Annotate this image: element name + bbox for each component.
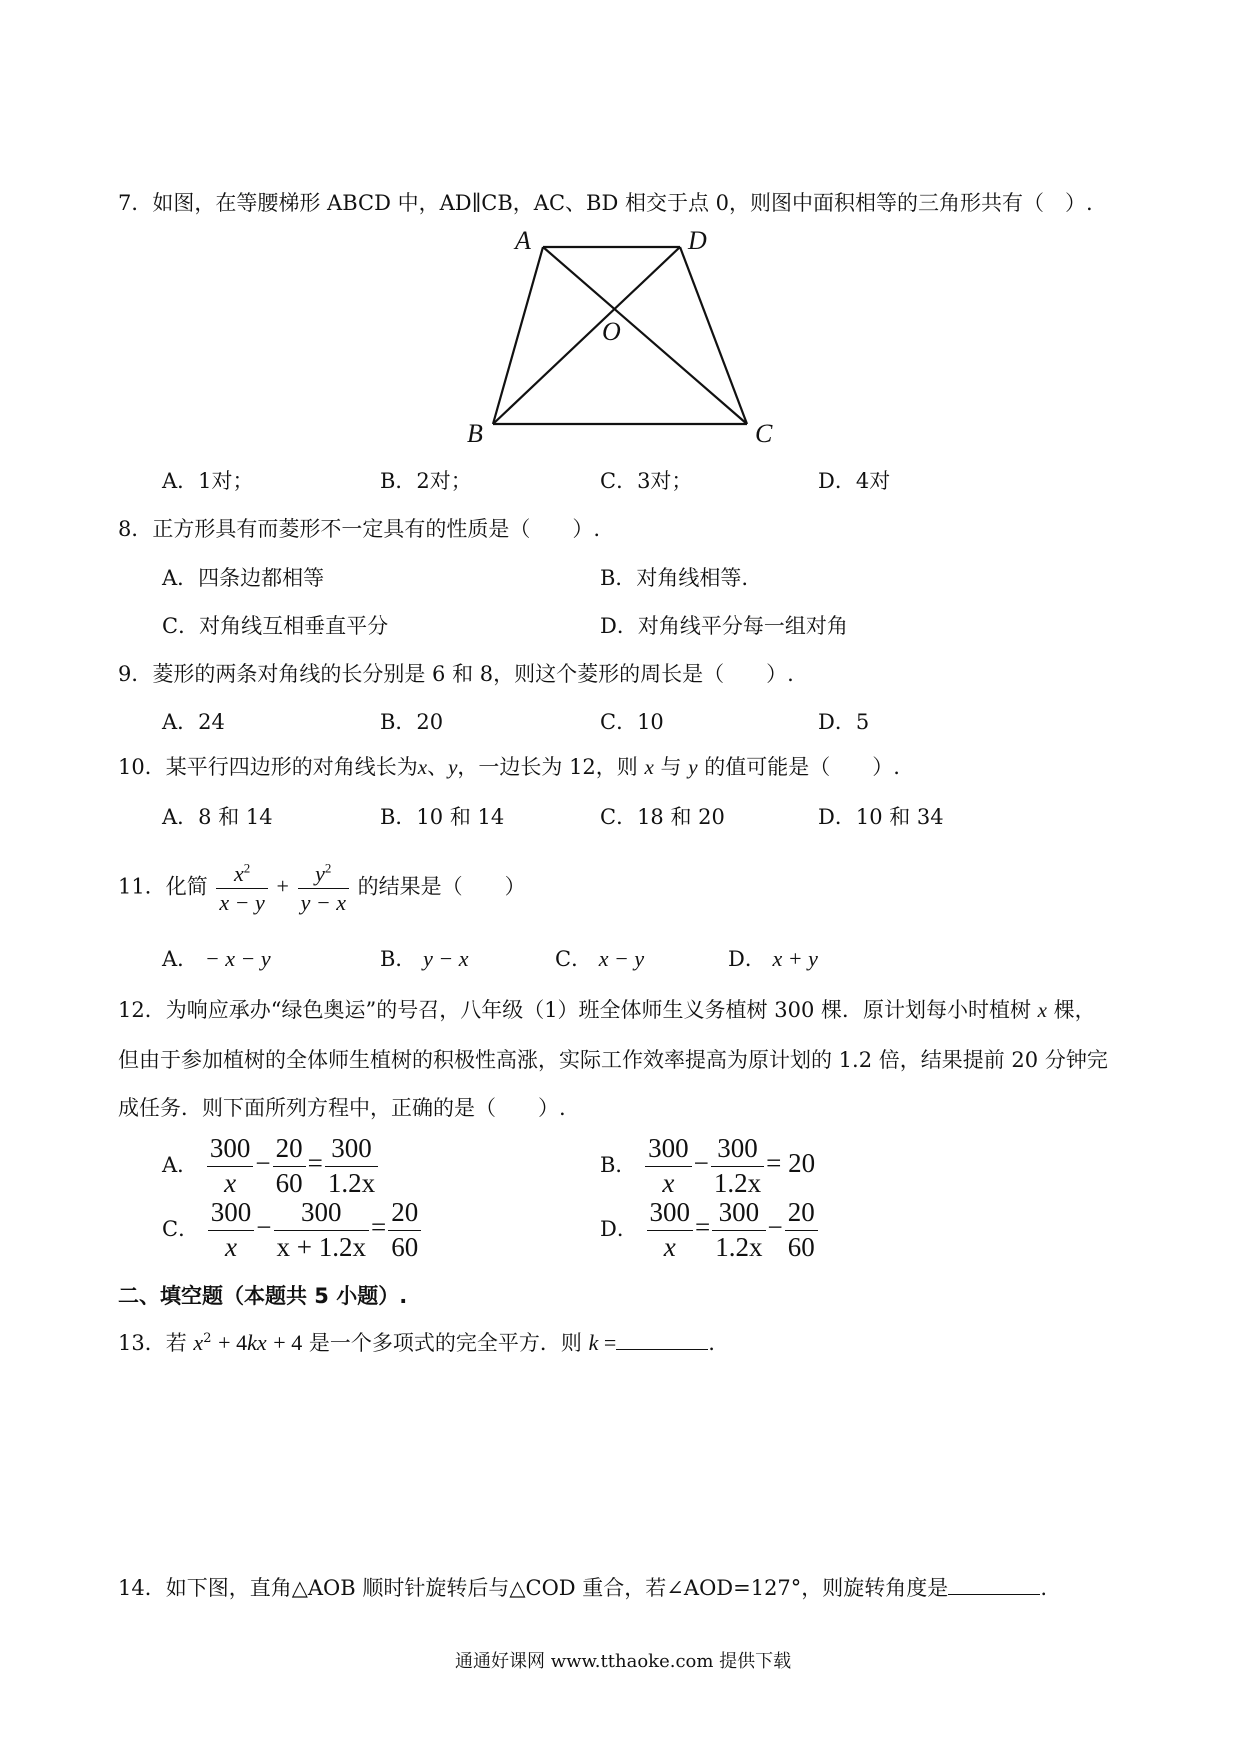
q12-option-c bbox=[162, 1196, 423, 1265]
q12a-den-2: 60 bbox=[275, 1167, 303, 1198]
q12c-den-3: 60 bbox=[391, 1231, 419, 1262]
q12d-fraction-1 bbox=[647, 1196, 694, 1265]
side-ab bbox=[493, 247, 543, 424]
q12c-num-3: 20 bbox=[388, 1196, 421, 1231]
q12-text-part: 棵， bbox=[1053, 998, 1096, 1022]
diagonal-ac bbox=[543, 247, 747, 424]
q10-var-y: y bbox=[688, 755, 698, 779]
q12c-fraction-3 bbox=[388, 1196, 421, 1265]
q12a-num-2: 20 bbox=[273, 1132, 306, 1167]
q12d-op: − bbox=[767, 1211, 783, 1242]
q12-option-label: A． bbox=[162, 1152, 199, 1177]
q12a-fraction-1 bbox=[207, 1132, 254, 1201]
q11-option-label: C． bbox=[555, 947, 593, 971]
q7-option-a: A．1对； bbox=[162, 469, 254, 493]
diagonal-bd bbox=[493, 247, 680, 424]
question-9-text: 9．菱形的两条对角线的长分别是 6 和 8，则这个菱形的周长是（ ）. bbox=[118, 662, 794, 686]
question-12-line-2: 但由于参加植树的全体师生植树的积极性高涨，实际工作效率提高为原计划的 1.2 倍，结果提前 20 分钟完 bbox=[118, 1048, 1108, 1072]
q13-text-part: 是一个多项式的完全平方．则 bbox=[308, 1331, 582, 1355]
q14-answer-blank[interactable] bbox=[948, 1578, 1040, 1595]
q10-option-d: D．10 和 34 bbox=[818, 805, 944, 829]
question-14-text bbox=[118, 1578, 1047, 1599]
q9-option-a: A．24 bbox=[162, 710, 225, 734]
q13-var-k: k bbox=[588, 1330, 599, 1355]
q12c-den-1: x bbox=[225, 1231, 237, 1262]
q10-var-x: x bbox=[644, 755, 654, 779]
q11-frac2-num: y bbox=[315, 861, 325, 886]
q12a-op: − bbox=[255, 1147, 271, 1178]
q11-plus: + bbox=[276, 873, 289, 899]
q12a-num-3: 300 bbox=[325, 1132, 378, 1167]
q12d-den-3: 60 bbox=[787, 1231, 815, 1262]
q12b-fraction-1 bbox=[645, 1132, 692, 1201]
q13-answer-blank[interactable] bbox=[616, 1333, 708, 1350]
q10-var-x: x bbox=[417, 755, 428, 779]
vertex-label-a: A bbox=[515, 228, 531, 255]
q12d-num-3: 20 bbox=[785, 1196, 818, 1231]
q10-option-a: A．8 和 14 bbox=[162, 805, 273, 829]
q12d-den-2: 1.2x bbox=[715, 1231, 763, 1262]
q7-option-c: C．3对； bbox=[600, 469, 693, 493]
q11-fraction-1 bbox=[216, 860, 267, 916]
q12d-num-1: 300 bbox=[647, 1196, 694, 1231]
q12c-eq: = bbox=[370, 1211, 387, 1242]
q12-option-label: C． bbox=[162, 1216, 200, 1241]
q11-frac1-exp: 2 bbox=[243, 860, 251, 876]
question-8-text: 8．正方形具有而菱形不一定具有的性质是（ ）. bbox=[118, 517, 601, 541]
q13-end: . bbox=[708, 1331, 715, 1355]
q12c-den-2: x + 1.2x bbox=[276, 1231, 366, 1262]
q12d-fraction-3 bbox=[785, 1196, 818, 1265]
q11-option-expr: − x − y bbox=[204, 946, 271, 971]
q12c-fraction-2 bbox=[274, 1196, 369, 1265]
q11-option-expr: x + y bbox=[772, 946, 818, 971]
q12c-op: − bbox=[256, 1211, 272, 1242]
q11-frac2-exp: 2 bbox=[324, 860, 332, 876]
q13-term: + 4 bbox=[273, 1330, 303, 1355]
q12-option-label: B． bbox=[600, 1152, 637, 1177]
question-10-text bbox=[118, 757, 900, 778]
q10-var-y: y bbox=[448, 755, 458, 779]
q12d-eq: = bbox=[695, 1211, 711, 1242]
q11-frac1-den: x − y bbox=[219, 889, 265, 915]
q13-var-x: x bbox=[193, 1330, 204, 1355]
q13-var-k: k bbox=[247, 1330, 257, 1355]
q11-fraction-2 bbox=[298, 860, 349, 916]
q12-var-x: x bbox=[1037, 998, 1047, 1022]
q11-option-c bbox=[555, 948, 644, 970]
q11-option-a bbox=[162, 948, 271, 970]
question-13-text bbox=[118, 1332, 715, 1354]
q12b-num-1: 300 bbox=[645, 1132, 692, 1167]
question-11-text bbox=[118, 860, 526, 916]
q12b-fraction-2 bbox=[711, 1132, 764, 1201]
q8-option-a: A．四条边都相等 bbox=[162, 566, 325, 590]
trapezoid-figure bbox=[455, 228, 805, 458]
q12-option-a bbox=[162, 1132, 380, 1201]
vertex-label-o: O bbox=[602, 317, 621, 346]
q11-frac2-den: y − x bbox=[300, 889, 346, 915]
q12-option-d bbox=[600, 1196, 820, 1265]
q13-term: + 4 bbox=[218, 1330, 248, 1355]
q12a-fraction-2 bbox=[273, 1132, 306, 1201]
vertex-label-d: D bbox=[688, 228, 707, 255]
q12-text-part: 12．为响应承办“绿色奥运”的号召，八年级（1）班全体师生义务植树 300 棵．原计划每小时植树 bbox=[118, 998, 1031, 1022]
q12b-op: − bbox=[693, 1147, 709, 1178]
q12-option-label: D． bbox=[600, 1216, 638, 1241]
q13-var-x: x bbox=[256, 1330, 267, 1355]
q12a-eq: = bbox=[307, 1147, 323, 1178]
question-12-line-3: 成任务．则下面所列方程中，正确的是（ ）. bbox=[118, 1096, 566, 1120]
side-dc bbox=[680, 247, 747, 424]
q11-option-expr: y − x bbox=[423, 946, 469, 971]
q8-option-c: C．对角线互相垂直平分 bbox=[162, 614, 389, 638]
question-7-text: 7．如图，在等腰梯形 ABCD 中，AD∥CB，AC、BD 相交于点 0，则图中面积相等的三角形共有（ ）. bbox=[118, 191, 1093, 215]
q12a-num-1: 300 bbox=[207, 1132, 254, 1167]
q14-text-part: 14．如下图，直角△AOB 顺时针旋转后与△COD 重合，若∠AOD=127°，则旋转角度是 bbox=[118, 1576, 949, 1600]
q10-text-part: 与 bbox=[660, 755, 682, 779]
vertex-label-b: B bbox=[467, 419, 483, 448]
q7-option-b: B．2对； bbox=[380, 469, 472, 493]
q13-eq: = bbox=[598, 1330, 617, 1355]
section-heading-fill-in: 二、填空题（本题共 5 小题）. bbox=[118, 1284, 408, 1308]
question-12-line-1 bbox=[118, 1000, 1096, 1021]
q12c-fraction-1 bbox=[208, 1196, 255, 1265]
q12-option-b bbox=[600, 1132, 815, 1201]
q8-option-b: B．对角线相等. bbox=[600, 566, 749, 590]
q11-option-expr: x − y bbox=[598, 946, 645, 971]
q13-exp: 2 bbox=[203, 1331, 212, 1346]
q9-option-b: B．20 bbox=[380, 710, 444, 734]
q12a-den-3: 1.2x bbox=[327, 1167, 376, 1198]
q12c-num-2: 300 bbox=[274, 1196, 369, 1231]
vertex-label-c: C bbox=[755, 419, 773, 448]
q9-option-d: D．5 bbox=[818, 710, 870, 734]
q11-option-label: D． bbox=[728, 947, 766, 971]
q10-option-b: B．10 和 14 bbox=[380, 805, 505, 829]
q12a-fraction-3 bbox=[325, 1132, 378, 1201]
q9-option-c: C．10 bbox=[600, 710, 664, 734]
q11-frac1-num: x bbox=[233, 861, 244, 886]
q10-text-part: 、 bbox=[427, 755, 449, 779]
q12d-num-2: 300 bbox=[712, 1196, 765, 1231]
q11-option-label: A． bbox=[162, 947, 199, 971]
q12b-den-2: 1.2x bbox=[713, 1167, 762, 1198]
q12b-den-1: x bbox=[662, 1167, 675, 1198]
q10-option-c: C．18 和 20 bbox=[600, 805, 725, 829]
q12a-den-1: x bbox=[224, 1167, 237, 1198]
q12d-den-1: x bbox=[663, 1231, 676, 1262]
q7-option-d: D．4对 bbox=[818, 469, 891, 493]
q12b-eq: = 20 bbox=[766, 1147, 816, 1178]
footer-credit: 通通好课网 www.tthaoke.com 提供下载 bbox=[455, 1651, 792, 1672]
q10-text-part: 10．某平行四边形的对角线长为 bbox=[118, 755, 418, 779]
q14-end: . bbox=[1040, 1576, 1047, 1600]
q11-option-label: B． bbox=[380, 947, 417, 971]
q11-option-d bbox=[728, 948, 818, 970]
q10-text-part: ，一边长为 12，则 bbox=[457, 755, 638, 779]
q8-option-d: D．对角线平分每一组对角 bbox=[600, 614, 848, 638]
q12c-num-1: 300 bbox=[208, 1196, 255, 1231]
q11-text-part: 11．化简 bbox=[118, 874, 208, 899]
q10-text-part: 的值可能是（ ）. bbox=[704, 755, 900, 779]
q11-text-part: 的结果是（ ） bbox=[357, 874, 526, 899]
q11-option-b bbox=[380, 948, 469, 970]
q13-text-part: 13．若 bbox=[118, 1331, 187, 1355]
q12d-fraction-2 bbox=[712, 1196, 765, 1265]
q12b-num-2: 300 bbox=[711, 1132, 764, 1167]
